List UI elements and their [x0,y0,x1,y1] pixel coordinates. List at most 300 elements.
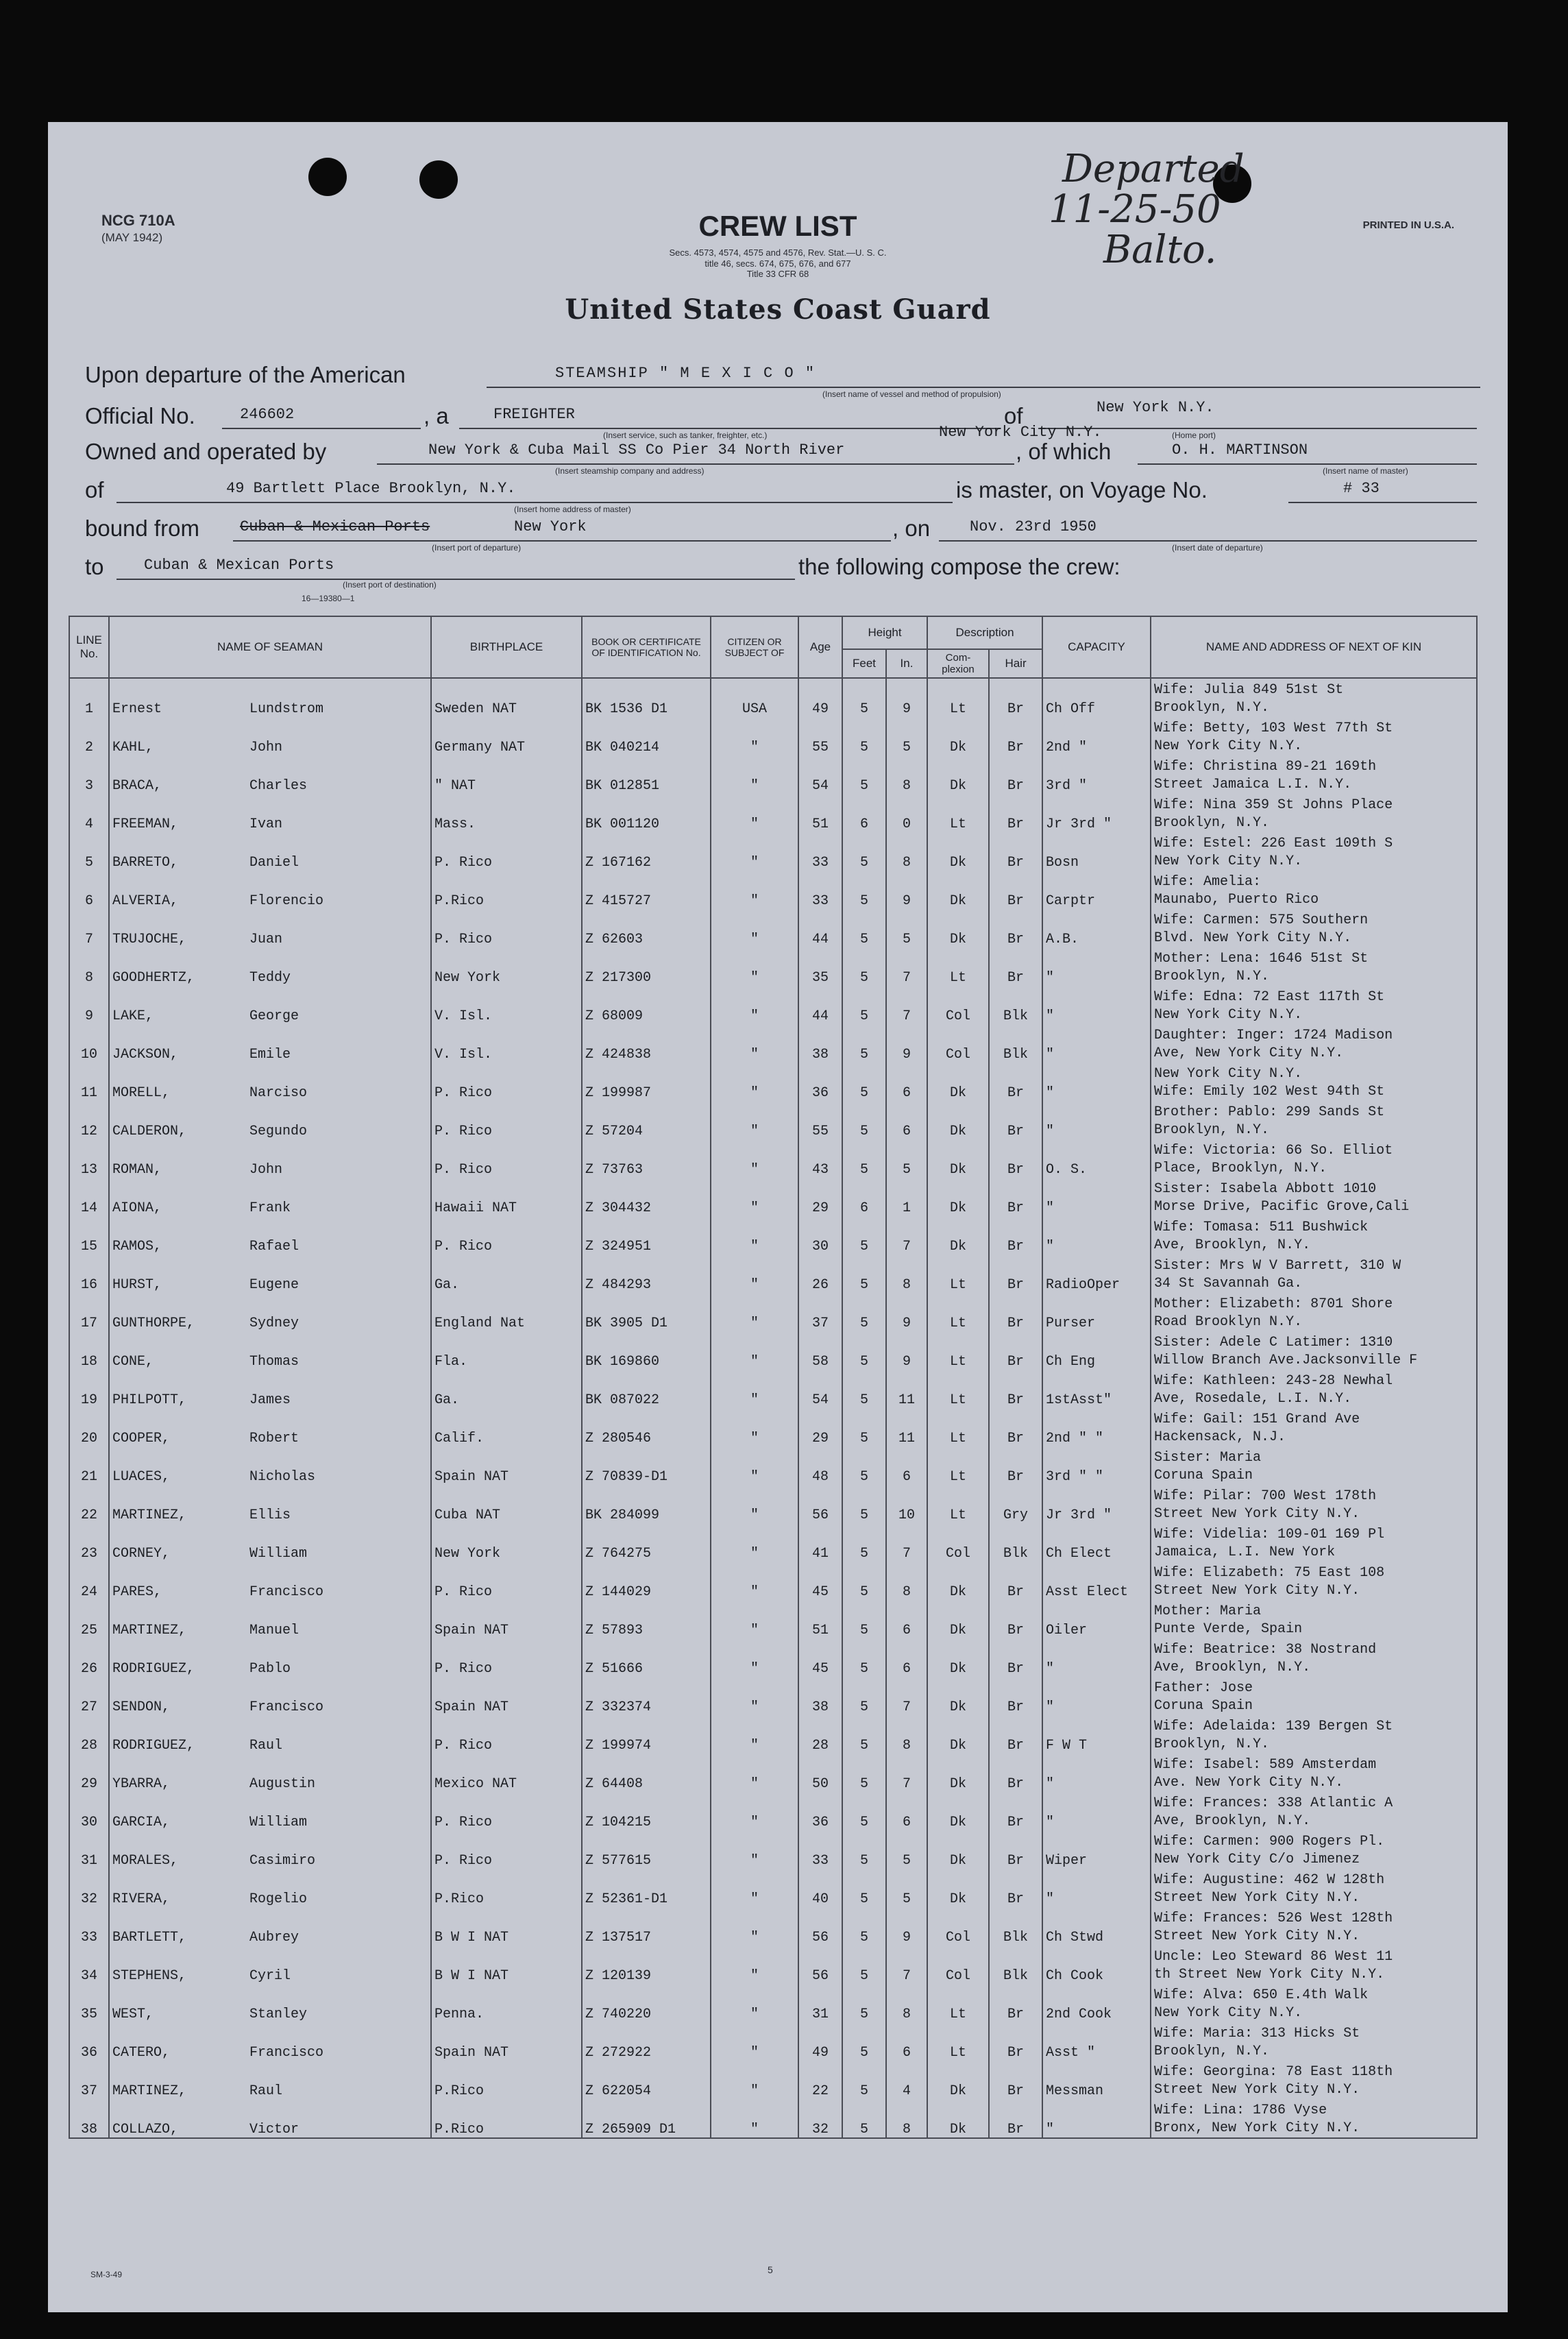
next-of-kin-kin2: Street Jamaica L.I. N.Y. [1154,777,1352,792]
age [798,755,842,794]
hair-hair: Br [1007,1085,1025,1101]
citizenship [711,832,798,871]
seaman-name-surname: CALDERON, [112,1124,187,1139]
seaman-name [109,1754,431,1792]
next-of-kin-kin2: Street New York City N.Y. [1154,1506,1360,1522]
next-of-kin [1151,1063,1477,1101]
age-age: 38 [811,1699,829,1715]
line-number [69,1446,109,1485]
hair [989,871,1042,909]
table-row [69,1830,1477,1869]
complexion [927,1946,989,1984]
next-of-kin-kin1: Wife: Gail: 151 Grand Ave [1154,1411,1360,1427]
certificate-number [582,1562,711,1600]
citizenship [711,909,798,947]
hair [989,1485,1042,1523]
certificate-number [582,2061,711,2099]
next-of-kin [1151,1446,1477,1485]
seaman-name-surname: MARTINEZ, [112,1507,187,1523]
seaman-name-surname: KAHL, [112,740,154,755]
hair-hair: Blk [1003,1047,1029,1063]
height-inches [886,1792,927,1830]
line-number [69,1715,109,1754]
table-row [69,755,1477,794]
capacity [1042,2022,1151,2061]
age [798,794,842,832]
capacity [1042,1024,1151,1063]
next-of-kin [1151,1946,1477,1984]
hair [989,1715,1042,1754]
certificate-number-book: Z 57893 [585,1623,644,1638]
seaman-name-surname: AIONA, [112,1200,162,1216]
table-row [69,947,1477,986]
birthplace-birth: P.Rico [434,893,485,909]
complexion-comp: Dk [950,1738,967,1754]
next-of-kin-kin1: Wife: Pilar: 700 West 178th [1154,1488,1377,1504]
seaman-name-surname: LUACES, [112,1469,171,1485]
age [798,2022,842,2061]
seaman-name [109,1255,431,1293]
birthplace-birth: P.Rico [434,2083,485,2099]
seaman-name [109,1600,431,1638]
table-row [69,1485,1477,1523]
line-number-no: 5 [84,855,93,871]
next-of-kin-kin1: Wife: Carmen: 575 Southern [1154,912,1369,928]
height-feet-ft: 5 [859,2045,868,2061]
height-feet-ft: 5 [859,893,868,909]
capacity-cap: RadioOper [1046,1277,1120,1293]
birthplace-birth: V. Isl. [434,1008,493,1024]
hair [989,1063,1042,1101]
citizenship [711,755,798,794]
certificate-number [582,1446,711,1485]
hair-hair: Br [1007,740,1025,755]
birthplace-birth: Spain NAT [434,1623,509,1638]
citizenship-cit: " [750,740,759,755]
citizenship-cit: " [750,1316,759,1331]
line-number [69,1946,109,1984]
hair-hair: Br [1007,1392,1025,1408]
certificate-number [582,2022,711,2061]
height-feet-ft: 5 [859,740,868,755]
hair-hair: Br [1007,2083,1025,2099]
line-number [69,832,109,871]
table-row [69,871,1477,909]
capacity-cap: " [1046,1891,1055,1907]
line-number-no: 17 [80,1316,97,1331]
seaman-name-given: Ellis [249,1507,291,1523]
citizenship [711,1446,798,1485]
age-age: 22 [811,2083,829,2099]
height-inches [886,717,927,755]
seaman-name [109,1869,431,1907]
height-feet-ft: 5 [859,1623,868,1638]
height-inches [886,1331,927,1370]
age [798,717,842,755]
age-age: 49 [811,2045,829,2061]
seaman-name-given: Teddy [249,970,291,986]
age-age: 50 [811,1776,829,1792]
hair [989,1600,1042,1638]
line-number [69,678,109,717]
next-of-kin-kin1: Sister: Adele C Latimer: 1310 [1154,1335,1393,1350]
seaman-name-surname: JACKSON, [112,1047,179,1063]
seaman-name [109,1946,431,1984]
certificate-number [582,832,711,871]
height-feet-ft: 5 [859,1239,868,1255]
certificate-number [582,678,711,717]
age [798,1293,842,1331]
age-age: 44 [811,932,829,947]
col-capacity: CAPACITY [1042,616,1151,678]
table-row [69,1408,1477,1446]
next-of-kin-kin2: Ave, Brooklyn, N.Y. [1154,1660,1311,1675]
capacity [1042,1408,1151,1446]
complexion-comp: Lt [950,1507,967,1523]
capacity-cap: Asst " [1046,2045,1096,2061]
birthplace [431,1638,582,1677]
hair-hair: Br [1007,816,1025,832]
hair-hair: Br [1007,1776,1025,1792]
certificate-number [582,1331,711,1370]
next-of-kin-kin1: Mother: Elizabeth: 8701 Shore [1154,1296,1393,1312]
complexion [927,2061,989,2099]
next-of-kin-kin1: Wife: Videlia: 109-01 169 Pl [1154,1527,1385,1542]
height-inches [886,755,927,794]
height-feet-ft: 5 [859,1546,868,1562]
home-port: New York N.Y. [1097,399,1214,416]
complexion-comp: Lt [950,701,967,717]
citizenship [711,1024,798,1063]
hair [989,1984,1042,2022]
next-of-kin-kin2: th Street New York City N.Y. [1154,1967,1385,1983]
seaman-name-surname: TRUJOCHE, [112,932,187,947]
table-row [69,1293,1477,1331]
citizenship [711,1869,798,1907]
complexion [927,1638,989,1677]
height-feet-ft: 5 [859,855,868,871]
height-inches [886,1485,927,1523]
seaman-name-given: Frank [249,1200,291,1216]
citizenship-cit: " [750,1469,759,1485]
hair [989,1946,1042,1984]
hair-hair: Br [1007,778,1025,794]
height-inches-in: 5 [903,1162,911,1178]
citizenship-cit: " [750,2007,759,2022]
next-of-kin-kin2: Place, Brooklyn, N.Y. [1154,1161,1327,1176]
age-age: 49 [811,701,829,717]
age-age: 26 [811,1277,829,1293]
height-inches [886,1984,927,2022]
page-title: CREW LIST [698,210,857,242]
height-feet-ft: 5 [859,1277,868,1293]
next-of-kin-kin1: Wife: Edna: 72 East 117th St [1154,989,1385,1005]
height-inches [886,1715,927,1754]
complexion-comp: Lt [950,1392,967,1408]
height-inches-in: 4 [903,2083,911,2099]
height-inches-in: 6 [903,1661,911,1677]
age [798,2061,842,2099]
complexion-comp: Dk [950,740,967,755]
citizenship-cit: " [750,932,759,947]
capacity [1042,1869,1151,1907]
citizenship-cit: " [750,1162,759,1178]
certificate-number [582,2099,711,2138]
line-number-no: 36 [80,2045,97,2061]
hair-hair: Br [1007,1699,1025,1715]
birthplace-birth: Hawaii NAT [434,1200,517,1216]
next-of-kin-kin2: Ave, Brooklyn, N.Y. [1154,1237,1311,1253]
hair-hair: Br [1007,2007,1025,2022]
height-inches-in: 9 [903,1930,911,1946]
seaman-name [109,1331,431,1370]
certificate-number-book: Z 51666 [585,1661,644,1677]
complexion-comp: Dk [950,1200,967,1216]
seaman-name [109,678,431,717]
table-row [69,909,1477,947]
capacity-cap: 3rd " " [1046,1469,1104,1485]
label-owned: Owned and operated by [85,439,327,464]
age-age: 48 [811,1469,829,1485]
table-row [69,794,1477,832]
table-row [69,1331,1477,1370]
height-feet-ft: 5 [859,1891,868,1907]
table-row [69,1600,1477,1638]
next-of-kin-kin1: Wife: Christina 89-21 169th [1154,759,1377,775]
height-inches-in: 7 [903,1968,911,1984]
hair [989,1754,1042,1792]
capacity-cap: O. S. [1046,1162,1088,1178]
citizenship-cit: " [750,2122,759,2137]
next-of-kin-kin2: 34 St Savannah Ga. [1154,1276,1303,1292]
hair [989,755,1042,794]
hair [989,1830,1042,1869]
height-inches-in: 10 [898,1507,916,1523]
table-row [69,2061,1477,2099]
line-number [69,794,109,832]
destination: Cuban & Mexican Ports [144,557,334,574]
hair-hair: Br [1007,2045,1025,2061]
next-of-kin-kin2: Coruna Spain [1154,1468,1253,1483]
age [798,1331,842,1370]
line-number [69,1255,109,1293]
capacity-cap: " [1046,1815,1055,1830]
seaman-name [109,1638,431,1677]
table-row [69,1255,1477,1293]
statute-reference: Secs. 4573, 4574, 4575 and 4576, Rev. Stat.—U. S. C. title 46, secs. 674, 675, 676, and 677 Title 33 CFR 68 [669,247,887,280]
height-feet-ft: 5 [859,1162,868,1178]
next-of-kin-kin2: Street New York City N.Y. [1154,1583,1360,1599]
seaman-name-given: John [249,740,283,755]
birthplace [431,1408,582,1446]
age-age: 29 [811,1431,829,1446]
seaman-name-surname: COLLAZO, [112,2122,179,2137]
height-feet [842,1677,886,1715]
certificate-number [582,1139,711,1178]
certificate-number [582,1600,711,1638]
birthplace [431,1293,582,1331]
seaman-name-surname: LAKE, [112,1008,154,1024]
crew-table [69,616,1478,2139]
next-of-kin-kin1: Wife: Isabel: 589 Amsterdam [1154,1757,1377,1773]
table-row [69,1024,1477,1063]
citizenship [711,1715,798,1754]
next-of-kin [1151,947,1477,986]
birthplace [431,1216,582,1255]
complexion [927,1446,989,1485]
height-feet-ft: 5 [859,1584,868,1600]
height-feet [842,2061,886,2099]
next-of-kin-kin2: Brooklyn, N.Y. [1154,2044,1270,2059]
height-feet [842,1523,886,1562]
height-inches [886,1677,927,1715]
capacity-cap: " [1046,1699,1055,1715]
age [798,1869,842,1907]
height-inches [886,1139,927,1178]
seaman-name-given: Ivan [249,816,283,832]
capacity-cap: " [1046,1124,1055,1139]
next-of-kin-kin2: Street New York City N.Y. [1154,2082,1360,2098]
complexion-comp: Dk [950,1891,967,1907]
height-inches-in: 11 [898,1431,916,1446]
age-age: 43 [811,1162,829,1178]
capacity [1042,1331,1151,1370]
height-feet-ft: 5 [859,2007,868,2022]
line-number [69,2061,109,2099]
citizenship [711,717,798,755]
capacity [1042,1485,1151,1523]
age-age: 36 [811,1815,829,1830]
capacity [1042,947,1151,986]
certificate-number-book: Z 64408 [585,1776,644,1792]
age-age: 45 [811,1661,829,1677]
next-of-kin-kin2: Road Brooklyn N.Y. [1154,1314,1303,1330]
complexion-comp: Col [946,1546,971,1562]
age [798,1139,842,1178]
line-number [69,947,109,986]
height-inches-in: 7 [903,1546,911,1562]
certificate-number-book: Z 104215 [585,1815,652,1830]
capacity [1042,909,1151,947]
height-feet [842,1830,886,1869]
birthplace [431,678,582,717]
birthplace [431,1830,582,1869]
next-of-kin-kin1: Sister: Isabela Abbott 1010 [1154,1181,1377,1197]
complexion [927,1293,989,1331]
height-inches [886,832,927,871]
line-number-no: 31 [80,1853,97,1869]
citizenship [711,678,798,717]
certificate-number-book: BK 1536 D1 [585,701,668,717]
seaman-name-given: Sydney [249,1316,299,1331]
birthplace [431,1715,582,1754]
complexion [927,2099,989,2138]
citizenship-cit: " [750,1891,759,1907]
hair-hair: Br [1007,1277,1025,1293]
seaman-name-given: Nicholas [249,1469,316,1485]
seaman-name-given: Eugene [249,1277,299,1293]
complexion-comp: Lt [950,1469,967,1485]
seaman-name-surname: MORELL, [112,1085,171,1101]
capacity [1042,678,1151,717]
age-age: 37 [811,1316,829,1331]
seaman-name [109,1139,431,1178]
certificate-number-book: Z 280546 [585,1431,652,1446]
seaman-name-surname: HURST, [112,1277,162,1293]
height-feet [842,755,886,794]
age-age: 32 [811,2122,829,2137]
next-of-kin-kin2: Ave. New York City N.Y. [1154,1775,1344,1791]
birthplace [431,1869,582,1907]
birthplace-birth: Germany NAT [434,740,526,755]
next-of-kin-kin1: New York City N.Y. [1154,1066,1303,1082]
next-of-kin-kin2: Maunabo, Puerto Rico [1154,892,1319,908]
seaman-name-surname: MORALES, [112,1853,179,1869]
certificate-number-book: BK 169860 [585,1354,660,1370]
age [798,871,842,909]
next-of-kin-kin1: Wife: Augustine: 462 W 128th [1154,1872,1385,1888]
capacity [1042,794,1151,832]
col-birthplace: BIRTHPLACE [431,616,582,678]
complexion-comp: Dk [950,778,967,794]
age [798,1754,842,1792]
certificate-number [582,1216,711,1255]
height-inches-in: 8 [903,2007,911,2022]
seaman-name-surname: SENDON, [112,1699,171,1715]
height-inches [886,1869,927,1907]
line-number [69,1024,109,1063]
capacity [1042,832,1151,871]
certificate-number-book: Z 304432 [585,1200,652,1216]
height-feet-ft: 5 [859,778,868,794]
complexion [927,1331,989,1370]
master-name: O. H. MARTINSON [1172,441,1308,459]
seaman-name-surname: CORNEY, [112,1546,171,1562]
line-number-no: 3 [84,778,93,794]
birthplace-birth: P. Rico [434,1584,493,1600]
citizenship-cit: " [750,1047,759,1063]
line-number-no: 33 [80,1930,97,1946]
line-number-no: 21 [80,1469,97,1485]
height-inches-in: 6 [903,1124,911,1139]
certificate-number-book: Z 415727 [585,893,652,909]
capacity-cap: " [1046,1085,1055,1101]
hair [989,1638,1042,1677]
height-inches [886,1370,927,1408]
birthplace-birth: New York [434,970,501,986]
birthplace [431,947,582,986]
seaman-name-given: Manuel [249,1623,299,1638]
line-number [69,1523,109,1562]
citizenship-cit: " [750,1661,759,1677]
birthplace-birth: Mexico NAT [434,1776,517,1792]
certificate-number-book: Z 217300 [585,970,652,986]
birthplace-birth: Ga. [434,1392,460,1408]
next-of-kin [1151,2022,1477,2061]
complexion [927,1216,989,1255]
table-row [69,1178,1477,1216]
line-number-no: 2 [84,740,93,755]
height-feet [842,717,886,755]
seaman-name-surname: MARTINEZ, [112,2083,187,2099]
seaman-name [109,1523,431,1562]
citizenship-cit: " [750,1584,759,1600]
height-feet-ft: 5 [859,1699,868,1715]
next-of-kin-kin1: Wife: Carmen: 900 Rogers Pl. [1154,1834,1385,1850]
capacity [1042,1754,1151,1792]
citizenship [711,1792,798,1830]
next-of-kin [1151,794,1477,832]
